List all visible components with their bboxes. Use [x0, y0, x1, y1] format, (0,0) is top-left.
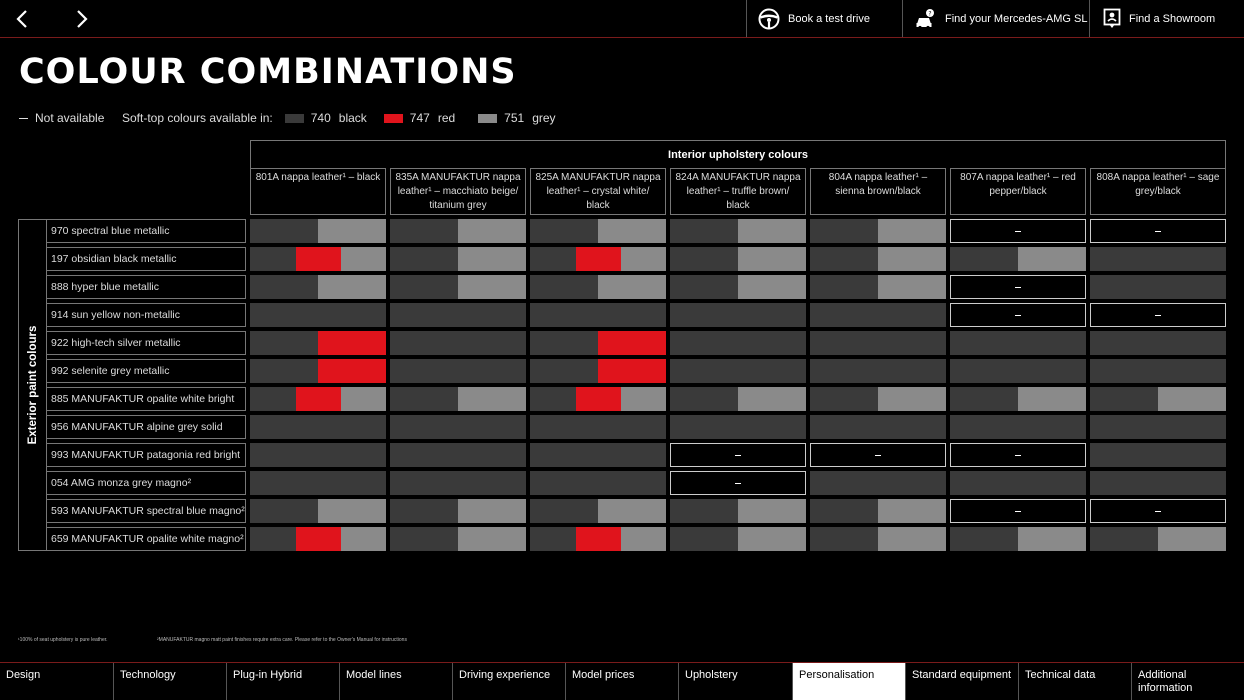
combination-cell: [530, 275, 666, 299]
book-test-drive-button[interactable]: [746, 0, 902, 37]
softtop-grey-segment: [1018, 387, 1086, 411]
nav-item[interactable]: Model prices: [565, 663, 678, 700]
dash-icon: [875, 455, 881, 456]
combination-cell: [670, 359, 806, 383]
combination-cell: [530, 415, 666, 439]
column-header: 808A nappa leather¹ – sage grey/black: [1090, 168, 1226, 215]
combination-cell: [530, 247, 666, 271]
row-label: 885 MANUFAKTUR opalite white bright: [46, 387, 246, 411]
softtop-grey-segment: [738, 247, 806, 271]
find-showroom-button[interactable]: [1089, 0, 1244, 37]
combination-cell: [810, 527, 946, 551]
combination-cell: [530, 387, 666, 411]
softtop-black-segment: [950, 331, 1086, 355]
not-available-cell: [950, 443, 1086, 467]
combination-cell: [1090, 331, 1226, 355]
combination-cell: [1090, 275, 1226, 299]
steering-wheel-icon: [758, 8, 780, 30]
softtop-black-segment: [810, 219, 878, 243]
book-test-drive-label: Book a test drive: [788, 12, 870, 25]
legend-not-available: [19, 110, 104, 126]
softtop-black-segment: [530, 499, 598, 523]
softtop-grey-segment: [878, 387, 946, 411]
combination-cell: [250, 275, 386, 299]
dash-icon: [19, 118, 28, 119]
softtop-black-segment: [1090, 275, 1226, 299]
softtop-grey-segment: [458, 527, 526, 551]
softtop-code: 751: [504, 111, 525, 125]
column-header: 807A nappa leather¹ – red pepper/black: [950, 168, 1086, 215]
combination-cell: [390, 471, 526, 495]
combination-cell: [670, 219, 806, 243]
softtop-black-segment: [670, 415, 806, 439]
nav-item[interactable]: Upholstery: [678, 663, 792, 700]
exterior-header: Exterior paint colours: [27, 325, 39, 445]
nav-item[interactable]: Design: [6, 669, 41, 681]
combination-cell: [670, 415, 806, 439]
softtop-grey-segment: [341, 247, 386, 271]
softtop-grey-segment: [738, 499, 806, 523]
combination-cell: [530, 443, 666, 467]
softtop-black-segment: [530, 275, 598, 299]
softtop-black-segment: [670, 499, 738, 523]
softtop-black-segment: [670, 331, 806, 355]
dash-icon: [1015, 511, 1021, 512]
row-label: 970 spectral blue metallic: [46, 219, 246, 243]
softtop-black-segment: [530, 471, 666, 495]
softtop-black-segment: [1090, 443, 1226, 467]
softtop-grey-segment: [878, 499, 946, 523]
not-available-label: Not available: [35, 111, 105, 125]
softtop-grey-segment: [318, 219, 386, 243]
softtop-black-segment: [390, 219, 458, 243]
combination-cell: [810, 247, 946, 271]
column-header: 824A MANUFAKTUR nappa leather¹ – truffle brown/ black: [670, 168, 806, 215]
softtop-red-segment: [576, 387, 621, 411]
softtop-grey-segment: [1018, 527, 1086, 551]
combination-cell: [810, 275, 946, 299]
nav-item[interactable]: Driving experience: [452, 663, 565, 700]
softtop-black-segment: [810, 359, 946, 383]
nav-item[interactable]: Plug-in Hybrid: [226, 663, 339, 700]
column-header: 825A MANUFAKTUR nappa leather¹ – crystal white/ black: [530, 168, 666, 215]
softtop-grey-segment: [621, 387, 666, 411]
softtop-red-segment: [318, 331, 386, 355]
not-available-cell: [950, 499, 1086, 523]
combination-cell: [950, 471, 1086, 495]
softtop-grey-segment: [318, 499, 386, 523]
softtop-black-segment: [810, 331, 946, 355]
softtop-black-segment: [250, 471, 386, 495]
softtop-black-segment: [250, 359, 318, 383]
softtop-black-segment: [810, 275, 878, 299]
find-your-car-button[interactable]: [902, 0, 1089, 37]
combination-cell: [950, 359, 1086, 383]
combination-cell: [390, 387, 526, 411]
combination-cell: [250, 247, 386, 271]
combination-cell: [250, 303, 386, 327]
combination-cell: [670, 275, 806, 299]
combination-cell: [810, 359, 946, 383]
combination-cell: [810, 471, 946, 495]
combination-cell: [390, 219, 526, 243]
dash-icon: [1015, 455, 1021, 456]
softtop-swatch-grey: [478, 114, 497, 123]
not-available-cell: [950, 303, 1086, 327]
softtop-black-segment: [810, 471, 946, 495]
softtop-black-segment: [810, 499, 878, 523]
softtop-black-segment: [950, 359, 1086, 383]
softtop-black-segment: [670, 387, 738, 411]
combination-cell: [250, 219, 386, 243]
softtop-black-segment: [390, 303, 526, 327]
combination-cell: [810, 303, 946, 327]
combination-cell: [670, 387, 806, 411]
softtop-grey-segment: [738, 387, 806, 411]
row-label: 992 selenite grey metallic: [46, 359, 246, 383]
softtop-black-segment: [810, 415, 946, 439]
combination-cell: [530, 359, 666, 383]
softtop-grey-segment: [878, 527, 946, 551]
nav-item[interactable]: Personalisation: [792, 663, 905, 700]
chevron-left-icon[interactable]: [13, 9, 33, 29]
column-header: 801A nappa leather¹ – black: [250, 168, 386, 215]
legend-softtop: [122, 110, 556, 126]
combination-cell: [390, 303, 526, 327]
combination-cell: [810, 331, 946, 355]
nav-item[interactable]: Additional information: [1131, 663, 1244, 700]
combination-cell: [950, 415, 1086, 439]
combination-cell: [670, 303, 806, 327]
softtop-black-segment: [1090, 471, 1226, 495]
row-label: 888 hyper blue metallic: [46, 275, 246, 299]
softtop-grey-segment: [318, 275, 386, 299]
bottom-nav: [0, 662, 1244, 700]
softtop-black-segment: [1090, 527, 1158, 551]
softtop-grey-segment: [458, 387, 526, 411]
dash-icon: [1015, 287, 1021, 288]
softtop-grey-segment: [458, 499, 526, 523]
softtop-black-segment: [390, 331, 526, 355]
combination-cell: [530, 331, 666, 355]
softtop-grey-segment: [458, 247, 526, 271]
combination-cell: [530, 527, 666, 551]
softtop-red-segment: [598, 331, 666, 355]
column-header: 804A nappa leather¹ – sienna brown/black: [810, 168, 946, 215]
combination-cell: [810, 499, 946, 523]
row-label: 197 obsidian black metallic: [46, 247, 246, 271]
combination-cell: [390, 275, 526, 299]
softtop-grey-segment: [1158, 387, 1226, 411]
row-label: 659 MANUFAKTUR opalite white magno²: [46, 527, 246, 551]
softtop-black-segment: [1090, 415, 1226, 439]
softtop-black-segment: [530, 331, 598, 355]
softtop-black-segment: [670, 303, 806, 327]
svg-text:?: ?: [928, 10, 932, 17]
softtop-grey-segment: [621, 527, 666, 551]
dash-icon: [1155, 511, 1161, 512]
dash-icon: [1015, 231, 1021, 232]
not-available-cell: [950, 219, 1086, 243]
softtop-grey-segment: [1018, 247, 1086, 271]
combination-cell: [670, 527, 806, 551]
softtop-grey-segment: [458, 275, 526, 299]
softtop-red-segment: [296, 527, 341, 551]
combination-cell: [250, 443, 386, 467]
row-label: 956 MANUFAKTUR alpine grey solid: [46, 415, 246, 439]
dash-icon: [735, 483, 741, 484]
combination-cell: [1090, 387, 1226, 411]
softtop-grey-segment: [598, 219, 666, 243]
softtop-label: Soft-top colours available in:: [122, 111, 273, 125]
softtop-black-segment: [950, 387, 1018, 411]
combination-cell: [810, 219, 946, 243]
combination-cell: [390, 331, 526, 355]
top-bar: [0, 0, 1244, 38]
row-label: 054 AMG monza grey magno²: [46, 471, 246, 495]
softtop-black-segment: [1090, 387, 1158, 411]
softtop-black-segment: [810, 387, 878, 411]
combination-cell: [810, 415, 946, 439]
softtop-code: 740: [310, 111, 331, 125]
softtop-grey-segment: [598, 275, 666, 299]
combination-cell: [670, 499, 806, 523]
combination-cell: [950, 331, 1086, 355]
combination-cell: [250, 527, 386, 551]
combination-cell: [390, 415, 526, 439]
combination-cell: [250, 387, 386, 411]
softtop-black-segment: [530, 247, 576, 271]
softtop-black-segment: [390, 471, 526, 495]
softtop-red-segment: [296, 247, 341, 271]
not-available-cell: [810, 443, 946, 467]
softtop-black-segment: [250, 219, 318, 243]
combination-cell: [1090, 527, 1226, 551]
softtop-grey-segment: [341, 527, 386, 551]
combination-cell: [1090, 443, 1226, 467]
combination-cell: [810, 387, 946, 411]
softtop-grey-segment: [878, 219, 946, 243]
softtop-grey-segment: [878, 247, 946, 271]
softtop-black-segment: [530, 443, 666, 467]
softtop-black-segment: [390, 415, 526, 439]
nav-item[interactable]: Model lines: [339, 663, 452, 700]
softtop-black-segment: [950, 247, 1018, 271]
softtop-name: grey: [532, 111, 556, 125]
softtop-grey-segment: [458, 219, 526, 243]
car-search-icon: [915, 8, 937, 30]
combination-cell: [1090, 359, 1226, 383]
softtop-black-segment: [250, 443, 386, 467]
softtop-black-segment: [670, 275, 738, 299]
dash-icon: [1155, 231, 1161, 232]
combination-cell: [390, 359, 526, 383]
softtop-black-segment: [530, 359, 598, 383]
find-your-car-label: Find your Mercedes-AMG SL: [945, 12, 1088, 25]
softtop-grey-segment: [738, 527, 806, 551]
page-title: COLOUR COMBINATIONS: [19, 52, 517, 92]
row-label: 593 MANUFAKTUR spectral blue magno²: [46, 499, 246, 523]
softtop-black-segment: [530, 415, 666, 439]
combination-cell: [390, 499, 526, 523]
combination-cell: [950, 247, 1086, 271]
nav-item[interactable]: Standard equipment: [905, 663, 1018, 700]
softtop-black-segment: [250, 275, 318, 299]
softtop-grey-segment: [621, 247, 666, 271]
softtop-swatch-black: [285, 114, 304, 123]
softtop-black-segment: [390, 527, 458, 551]
combination-cell: [250, 331, 386, 355]
combination-cell: [390, 247, 526, 271]
softtop-black-segment: [250, 527, 296, 551]
softtop-grey-segment: [341, 387, 386, 411]
softtop-black-segment: [670, 359, 806, 383]
combination-cell: [1090, 247, 1226, 271]
combination-cell: [950, 387, 1086, 411]
softtop-black-segment: [390, 275, 458, 299]
softtop-grey-segment: [878, 275, 946, 299]
softtop-black-segment: [1090, 247, 1226, 271]
softtop-black-segment: [530, 219, 598, 243]
combination-cell: [250, 471, 386, 495]
softtop-red-segment: [576, 527, 621, 551]
combination-cell: [250, 359, 386, 383]
softtop-name: red: [437, 111, 456, 125]
softtop-grey-segment: [1158, 527, 1226, 551]
softtop-black-segment: [250, 499, 318, 523]
softtop-black-segment: [390, 443, 526, 467]
row-label: 993 MANUFAKTUR patagonia red bright: [46, 443, 246, 467]
not-available-cell: [950, 275, 1086, 299]
softtop-black-segment: [530, 303, 666, 327]
footnote-1: ¹100% of seat upholstery is pure leather.: [18, 637, 108, 643]
softtop-red-segment: [296, 387, 341, 411]
nav-item[interactable]: Technology: [113, 663, 226, 700]
softtop-black-segment: [670, 247, 738, 271]
combination-cell: [1090, 415, 1226, 439]
softtop-black-segment: [250, 331, 318, 355]
softtop-black-segment: [670, 219, 738, 243]
combination-cell: [950, 527, 1086, 551]
combination-cell: [530, 303, 666, 327]
combination-cell: [390, 527, 526, 551]
softtop-red-segment: [576, 247, 621, 271]
softtop-black-segment: [250, 387, 296, 411]
dash-icon: [1015, 315, 1021, 316]
softtop-black-segment: [810, 303, 946, 327]
softtop-black-segment: [950, 415, 1086, 439]
row-label: 914 sun yellow non-metallic: [46, 303, 246, 327]
softtop-black-segment: [390, 499, 458, 523]
softtop-black-segment: [670, 527, 738, 551]
softtop-black-segment: [250, 303, 386, 327]
softtop-black-segment: [950, 527, 1018, 551]
combination-cell: [530, 499, 666, 523]
combination-cell: [670, 247, 806, 271]
not-available-cell: [670, 471, 806, 495]
combination-cell: [530, 219, 666, 243]
softtop-black-segment: [530, 387, 576, 411]
interior-header: Interior upholstery colours: [250, 140, 1226, 169]
not-available-cell: [670, 443, 806, 467]
softtop-grey-segment: [738, 275, 806, 299]
combination-cell: [250, 499, 386, 523]
column-header: 835A MANUFAKTUR nappa leather¹ – macchiato beige/ titanium grey: [390, 168, 526, 215]
row-label: 922 high-tech silver metallic: [46, 331, 246, 355]
softtop-black-segment: [810, 527, 878, 551]
softtop-black-segment: [250, 247, 296, 271]
softtop-name: black: [338, 111, 367, 125]
softtop-red-segment: [318, 359, 386, 383]
location-pin-icon: [1103, 8, 1121, 30]
combination-cell: [670, 331, 806, 355]
dash-icon: [1155, 315, 1161, 316]
softtop-black-segment: [950, 471, 1086, 495]
not-available-cell: [1090, 219, 1226, 243]
softtop-black-segment: [1090, 359, 1226, 383]
combination-cell: [390, 443, 526, 467]
softtop-black-segment: [1090, 331, 1226, 355]
softtop-code: 747: [409, 111, 430, 125]
softtop-grey-segment: [738, 219, 806, 243]
softtop-grey-segment: [598, 499, 666, 523]
nav-item[interactable]: Technical data: [1018, 663, 1131, 700]
softtop-black-segment: [530, 527, 576, 551]
dash-icon: [735, 455, 741, 456]
softtop-black-segment: [810, 247, 878, 271]
combination-cell: [250, 415, 386, 439]
softtop-black-segment: [390, 387, 458, 411]
combination-cell: [530, 471, 666, 495]
footnote-2: ²MANUFAKTUR magno matt paint finishes require extra care. Please refer to the Owner's Manual for instructions: [157, 637, 407, 643]
chevron-right-icon[interactable]: [71, 9, 91, 29]
softtop-black-segment: [250, 415, 386, 439]
softtop-red-segment: [598, 359, 666, 383]
find-showroom-label: Find a Showroom: [1129, 12, 1216, 25]
not-available-cell: [1090, 303, 1226, 327]
softtop-swatch-red: [384, 114, 403, 123]
softtop-black-segment: [390, 247, 458, 271]
softtop-black-segment: [390, 359, 526, 383]
combination-cell: [1090, 471, 1226, 495]
not-available-cell: [1090, 499, 1226, 523]
